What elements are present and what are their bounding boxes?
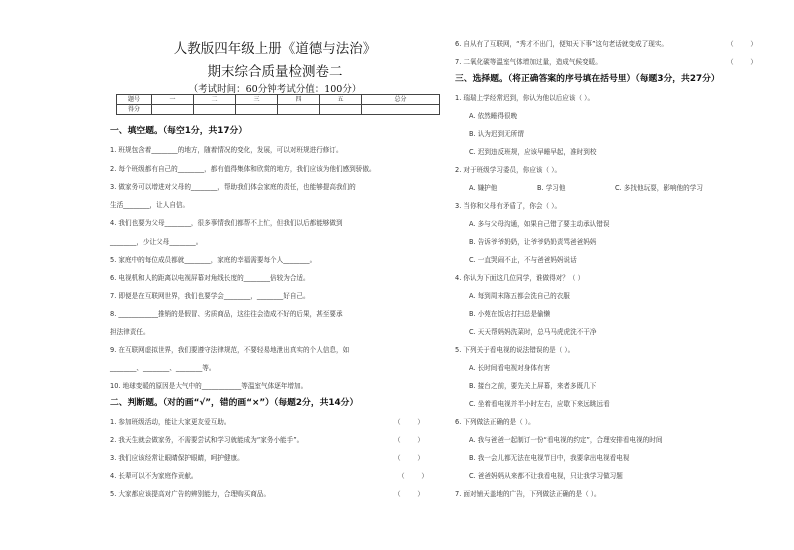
score-cell: 五 bbox=[320, 95, 362, 105]
score-input-cell[interactable] bbox=[152, 105, 194, 115]
judgement-item: 3. 我们应该经常让眼睛保护眼睛，呵护健康。 bbox=[110, 454, 244, 462]
answer-parentheses[interactable]: （ ） bbox=[394, 490, 424, 498]
choice-option: B. 接台之前，要先关上屏幕，来者多既几下 bbox=[469, 382, 597, 390]
choice-option: A. 长时间看电视对身体有害 bbox=[469, 364, 551, 372]
choice-option: B. 告诉爷爷奶奶，让爷爷奶奶责骂爸爸妈妈 bbox=[469, 238, 597, 246]
question-line: 6. 电视机和人的距离以电视屏幕对角线长度的________倍较为合适。 bbox=[110, 274, 310, 282]
question-line: 7. 即便是在互联网世界，我们也要学会________，________好自己。 bbox=[110, 292, 310, 300]
answer-parentheses[interactable]: （ ） bbox=[727, 40, 757, 48]
choice-question: 2. 对于班级学习委员，你应该（ ）。 bbox=[455, 166, 562, 174]
choice-option: A. 我与爸爸一起制订一份“看电视的约定”，合理安排看电视的时间 bbox=[469, 436, 663, 444]
section-heading-choice: 三、选择题。（将正确答案的序号填在括号里）（每题3分，共27分） bbox=[455, 74, 720, 84]
section-heading-judgement: 二、判断题。（对的画“√”，错的画“×”）（每题2分，共14分） bbox=[110, 398, 359, 408]
score-cell: 一 bbox=[152, 95, 194, 105]
score-input-cell[interactable] bbox=[320, 105, 362, 115]
score-table bbox=[116, 94, 440, 115]
score-cell: 二 bbox=[194, 95, 236, 105]
answer-parentheses[interactable]: （ ） bbox=[394, 454, 424, 462]
exam-subtitle: 期末综合质量检测卷二 bbox=[207, 64, 343, 80]
question-line: 1. 班规包含着________的地方，随着情况的变化，发展，可以对班规进行修订。 bbox=[110, 146, 343, 154]
exam-info: （考试时间：60分钟考试分值：100分） bbox=[188, 84, 362, 95]
question-line: 生活________，让人自信。 bbox=[110, 201, 190, 209]
choice-option: C. 天天帮妈妈洗菜时，总马马虎虎洗不干净 bbox=[469, 328, 597, 336]
choice-question: 4. 你认为下面这几位同学，谁做得对？（ ） bbox=[455, 274, 585, 282]
score-cell: 得分 bbox=[117, 105, 152, 115]
choice-option: C. 爸爸妈妈从来都不让我看电视，只让我学习做习题 bbox=[469, 472, 623, 480]
answer-parentheses[interactable]: （ ） bbox=[394, 436, 424, 444]
answer-parentheses[interactable]: （ ） bbox=[398, 472, 428, 480]
question-line: 3. 做家务可以增进对父母的________，帮助我们体会家庭的责任，也能够提高我们的 bbox=[110, 183, 356, 191]
question-line: 4. 我们也要为父母________，很多事情我们都帮不上忙，但我们以后都能够做到 bbox=[110, 219, 343, 227]
score-table-row-header bbox=[117, 95, 440, 105]
answer-parentheses[interactable]: （ ） bbox=[394, 418, 424, 426]
section-heading-fill-blank: 一、填空题。（每空1分，共17分） bbox=[110, 126, 248, 136]
judgement-item: 1. 参加班级活动，能让大家更友爱互助。 bbox=[110, 418, 231, 426]
question-line: 担法律责任。 bbox=[110, 328, 150, 336]
score-input-cell[interactable] bbox=[362, 105, 440, 115]
judgement-item: 4. 长辈可以不为家庭作贡献。 bbox=[110, 472, 198, 480]
score-cell: 题号 bbox=[117, 95, 152, 105]
score-cell: 三 bbox=[236, 95, 278, 105]
question-line: 8. ____________推销的是假冒、劣质商品，这往往会造成不好的后果，甚至要承 bbox=[110, 310, 343, 318]
judgement-item: 7. 二氧化碳等温室气体增加过量，造成气候变暖。 bbox=[455, 58, 602, 66]
choice-question: 1. 瑞瑞上学经常迟到，你认为他以后应该（ ）。 bbox=[455, 94, 595, 102]
choice-option: B. 认为迟到无所谓 bbox=[469, 130, 524, 138]
question-line: 2. 每个班级都有自己的________，都有值得集体和欣赏的地方，我们应该为他们感到骄傲。 bbox=[110, 165, 376, 173]
question-line: ________，少让父母________。 bbox=[110, 238, 203, 246]
choice-option: C. 坐着看电视并半小时左右，应歇下来远眺远看 bbox=[469, 400, 610, 408]
judgement-item: 5. 大家都应该提高对广告的辨别能力，合理购买商品。 bbox=[110, 490, 271, 498]
question-line: 5. 家庭中的每位成员都就________，家庭的幸福需要每个人________。 bbox=[110, 256, 317, 264]
score-input-cell[interactable] bbox=[278, 105, 320, 115]
choice-option: C. 一直哭闹不止，不与爸爸妈妈说话 bbox=[469, 256, 577, 264]
choice-option: B. 我一会儿都无法在电视节目中，我要拿出电视看电视 bbox=[469, 454, 630, 462]
score-cell: 总分 bbox=[362, 95, 440, 105]
choice-question: 6. 下列做法正确的是（ ）。 bbox=[455, 418, 535, 426]
question-line: 10. 地球变暖的原因是大气中的____________等温室气体逐年增加。 bbox=[110, 382, 308, 390]
judgement-item: 6. 自从有了互联网，“秀才不出门，便知天下事”这句老话就变成了现实。 bbox=[455, 40, 669, 48]
choice-option: A. 依然睡得很晚 bbox=[469, 112, 518, 120]
score-table-row-score bbox=[117, 105, 440, 115]
choice-option: A. 多与父母沟通，如果自己错了要主动承认错误 bbox=[469, 220, 610, 228]
score-input-cell[interactable] bbox=[194, 105, 236, 115]
question-line: ________、________、________等。 bbox=[110, 364, 216, 372]
judgement-item: 2. 我天生就会做家务，不需要尝试和学习就能成为“家务小能手”。 bbox=[110, 436, 304, 444]
choice-option: C. 多找他玩耍，影响他的学习 bbox=[615, 184, 703, 192]
choice-question: 7. 面对铺天盖地的广告，下列做法正确的是（ ）。 bbox=[455, 490, 601, 498]
choice-option: A. 嫌护他 bbox=[469, 184, 498, 192]
exam-title: 人教版四年级上册《道德与法治》 bbox=[173, 41, 377, 57]
choice-option: B. 学习他 bbox=[537, 184, 566, 192]
score-input-cell[interactable] bbox=[236, 105, 278, 115]
answer-parentheses[interactable]: （ ） bbox=[727, 58, 757, 66]
choice-option: A. 每到周末陈五都会洗自己的衣服 bbox=[469, 292, 570, 300]
score-cell: 四 bbox=[278, 95, 320, 105]
choice-option: B. 小苑在饭店打扫总是偷懒 bbox=[469, 310, 551, 318]
choice-question: 5. 下列关于看电视的说法错误的是（ ）。 bbox=[455, 346, 575, 354]
choice-question: 3. 当你和父母有矛盾了，你会（ ）。 bbox=[455, 202, 562, 210]
question-line: 9. 在互联网虚拟世界，我们要遵守法律规范，不要轻易地泄出真实的个人信息，如 bbox=[110, 346, 350, 354]
choice-option: C. 迟到违反班规，应该早睡早起，准时到校 bbox=[469, 148, 597, 156]
